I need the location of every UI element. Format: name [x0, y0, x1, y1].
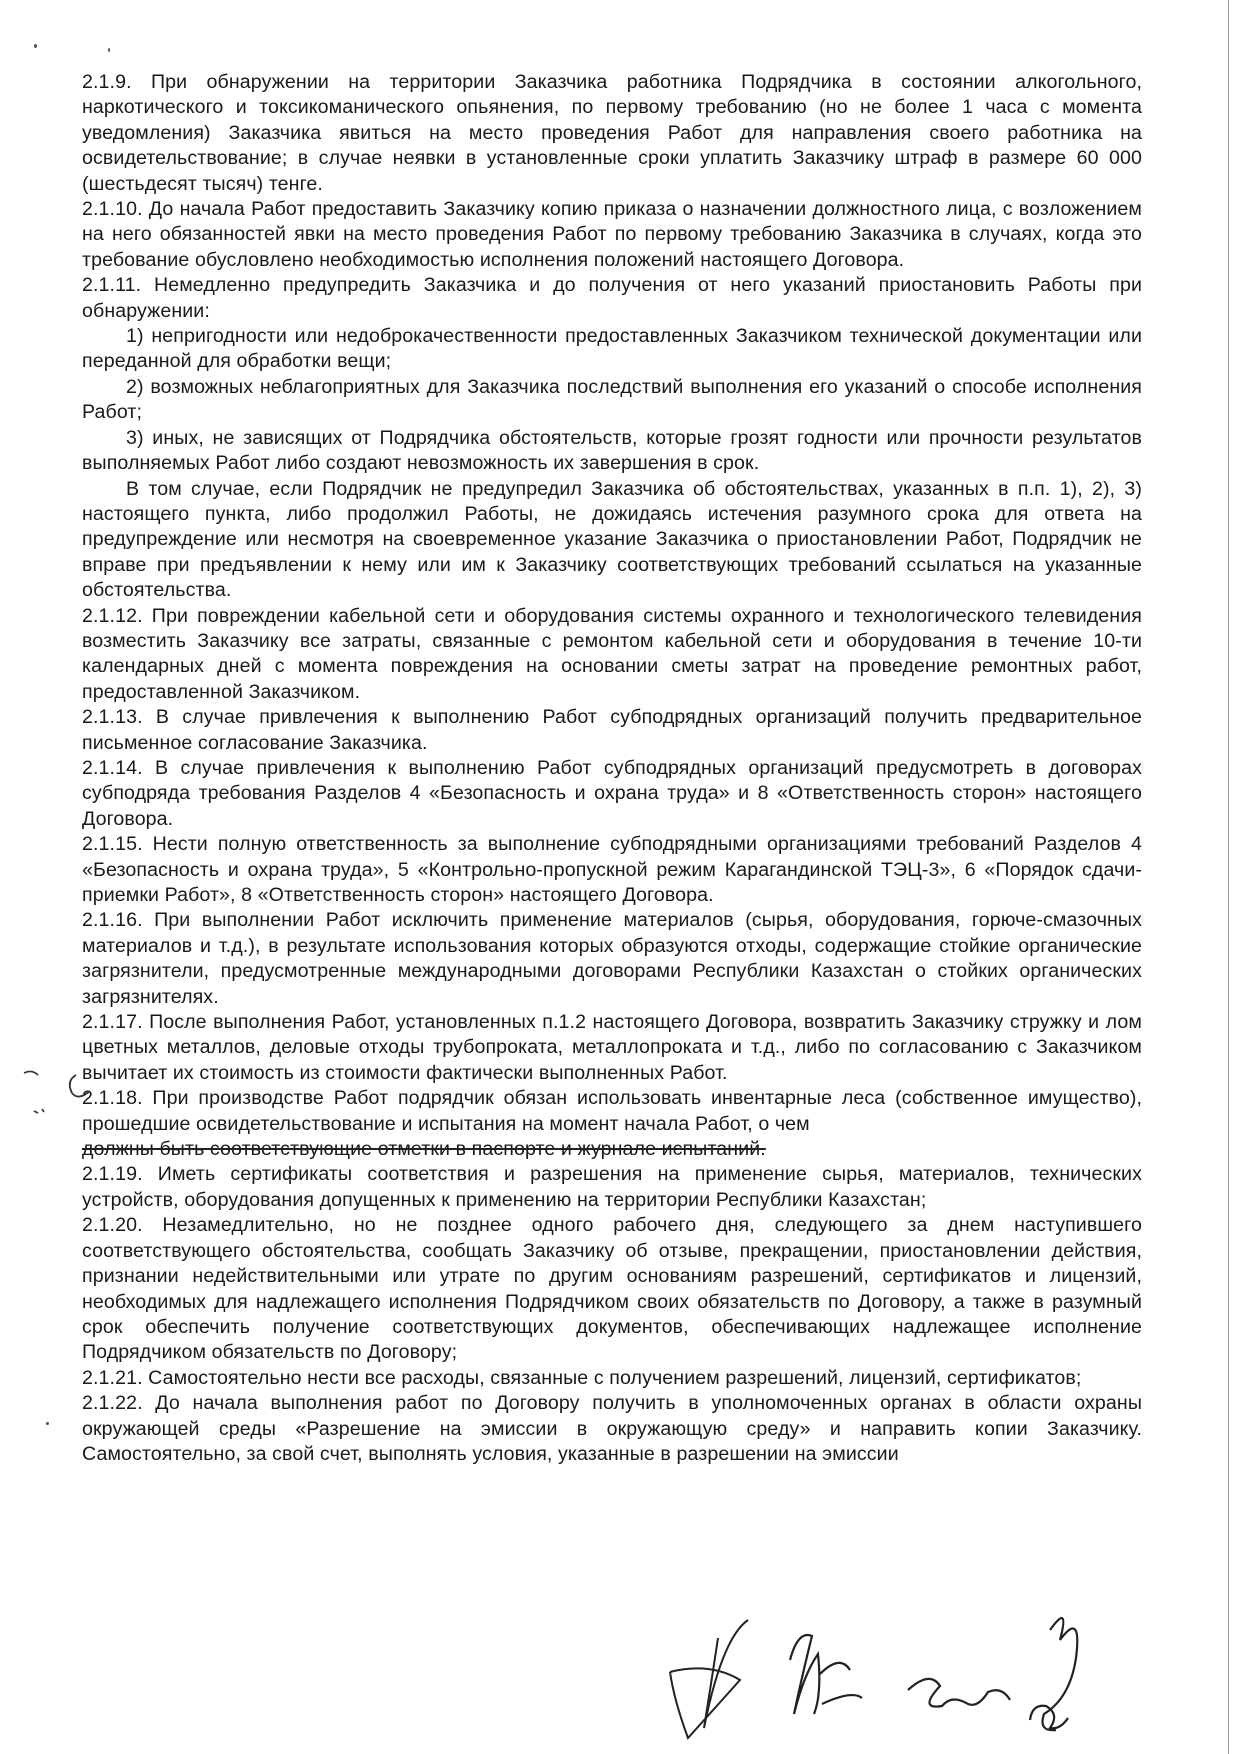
- clause-2-1-16: 2.1.16. При выполнении Работ исключить применение материалов (сырья, оборудования, горюче-смазочных материалов и т.д.), в результате использования которых образуются отходы, содержащие стойкие органические загрязнители, предусмотренные международными договорами Республики Казахстан о стойких органических загрязнителях.: [82, 909, 1142, 1008]
- clause-2-1-11-item-2: 2) возможных неблагоприятных для Заказчика последствий выполнения его указаний о способе исполнения Работ;: [82, 375, 1142, 424]
- clause-2-1-14: 2.1.14. В случае привлечения к выполнению Работ субподрядных организаций предусмотреть в договорах субподряда требования Разделов 4 «Безопасность и охрана труда» и 8 «Ответственность сторон» настоящего Договора.: [82, 756, 1142, 830]
- scan-edge-line: [1228, 0, 1229, 1754]
- scan-speck: [34, 44, 37, 48]
- clause-2-1-11-item-3: 3) иных, не зависящих от Подрядчика обстоятельств, которые грозят годности или прочности результатов выполняемых Работ либо создают невозможность их завершения в срок.: [82, 426, 1142, 475]
- scan-speck: [108, 48, 110, 52]
- clause-2-1-22: 2.1.22. До начала выполнения работ по Договору получить в уполномоченных органах в области охраны окружающей среды «Разрешение на эмиссии в окружающую среду» и направить копии Заказчику. Самостоятельно, за свой счет, выполнять условия, указанные в разрешении на эмиссии: [82, 1392, 1142, 1465]
- clause-2-1-17: 2.1.17. После выполнения Работ, установленных п.1.2 настоящего Договора, возвратить Заказчику стружку и лом цветных металлов, деловые отходы трубопроката, металлопроката и т.д., либо по согласованию с Заказчиком вычитает их стоимость из стоимости фактически выполненных Работ.: [82, 1011, 1142, 1084]
- clause-2-1-11: 2.1.11. Немедленно предупредить Заказчика и до получения от него указаний приостановить Работы при обнаружении:: [82, 274, 1142, 322]
- clause-2-1-18-struck: должны быть соответствующие отметки в паспорте и журнале испытаний.: [82, 1138, 766, 1161]
- handwritten-margin-mark: [20, 1065, 100, 1125]
- signature-3: [908, 1679, 1010, 1707]
- clause-2-1-12: 2.1.12. При повреждении кабельной сети и оборудования системы охранного и технологического телевидения возместить Заказчику все затраты, связанные с ремонтом кабельной сети и оборудования в течение 10-ти календарных дней с момента повреждения на основании сметы затрат на проведение ремонтных работ, предоставленной Заказчиком.: [82, 604, 1142, 703]
- document-body: [82, 70, 1142, 1467]
- clause-2-1-18: 2.1.18. При производстве Работ подрядчик обязан использовать инвентарные леса (собственное имущество), прошедшие освидетельствование и испытания на момент начала Работ, о чем: [82, 1087, 1142, 1135]
- signature-2: [790, 1635, 862, 1714]
- clause-2-1-13: 2.1.13. В случае привлечения к выполнению Работ субподрядных организаций получить предварительное письменное согласование Заказчика.: [82, 706, 1142, 754]
- clause-2-1-9: 2.1.9. При обнаружении на территории Заказчика работника Подрядчика в состоянии алкогольного, наркотического и токсикоманического опьянения, по первому требованию (но не более 1 часа с момента уведомления) Заказчика явиться на место проведения Работ для направления своего работника на освидетельствование; в случае неявки в установленные сроки уплатить Заказчику штраф в размере 60 000 (шестьдесят тысяч) тенге.: [82, 71, 1142, 195]
- clause-2-1-19: 2.1.19. Иметь сертификаты соответствия и разрешения на применение сырья, материалов, технических устройств, оборудования допущенных к применению на территории Республики Казахстан;: [82, 1163, 1142, 1211]
- clause-2-1-11-item-1: 1) непригодности или недоброкачественности предоставленных Заказчиком технической документации или переданной для обработки вещи;: [82, 325, 1142, 373]
- clause-2-1-20: 2.1.20. Незамедлительно, но не позднее одного рабочего дня, следующего за днем наступившего соответствующего обстоятельства, сообщать Заказчику об отзыве, прекращении, приостановлении действия, признании недействительными или утрате по другим основаниям разрешений, сертификатов и лицензий, необходимых для надлежащего исполнения Подрядчиком своих обязательств по Договору, а также в разумный срок обеспечить получение соответствующих документов, обеспечивающих надлежащее исполнение Подрядчиком обязательств по Договору;: [82, 1214, 1142, 1364]
- signature-4: [1030, 1618, 1077, 1730]
- signature-1: [670, 1620, 748, 1738]
- clause-2-1-11-note: В том случае, если Подрядчик не предупредил Заказчика об обстоятельствах, указанных в п.п. 1), 2), 3) настоящего пункта, либо продолжил Работы, не дожидаясь истечения разумного срока для ответа на предупреждение или несмотря на своевременное указание Заказчика о приостановлении Работ, Подрядчик не вправе при предъявлении к нему или им к Заказчику соответствующих требований ссылаться на указанные обстоятельства.: [82, 477, 1142, 602]
- signatures: [640, 1600, 1180, 1740]
- scan-speck: [46, 1422, 49, 1425]
- clause-2-1-21: 2.1.21. Самостоятельно нести все расходы, связанные с получением разрешений, лицензий, сертификатов;: [82, 1366, 1082, 1389]
- clause-2-1-15: 2.1.15. Нести полную ответственность за выполнение субподрядными организациями требований Разделов 4 «Безопасность и охрана труда», 5 «Контрольно-пропускной режим Карагандинской ТЭЦ-3», 6 «Порядок сдачи-приемки Работ», 8 «Ответственность сторон» настоящего Договора.: [82, 833, 1142, 906]
- clause-2-1-10: 2.1.10. До начала Работ предоставить Заказчику копию приказа о назначении должностного лица, с возложением на него обязанностей явки на место проведения Работ по первому требованию Заказчика в случаях, когда это требование обусловлено необходимостью исполнения положений настоящего Договора.: [82, 198, 1142, 271]
